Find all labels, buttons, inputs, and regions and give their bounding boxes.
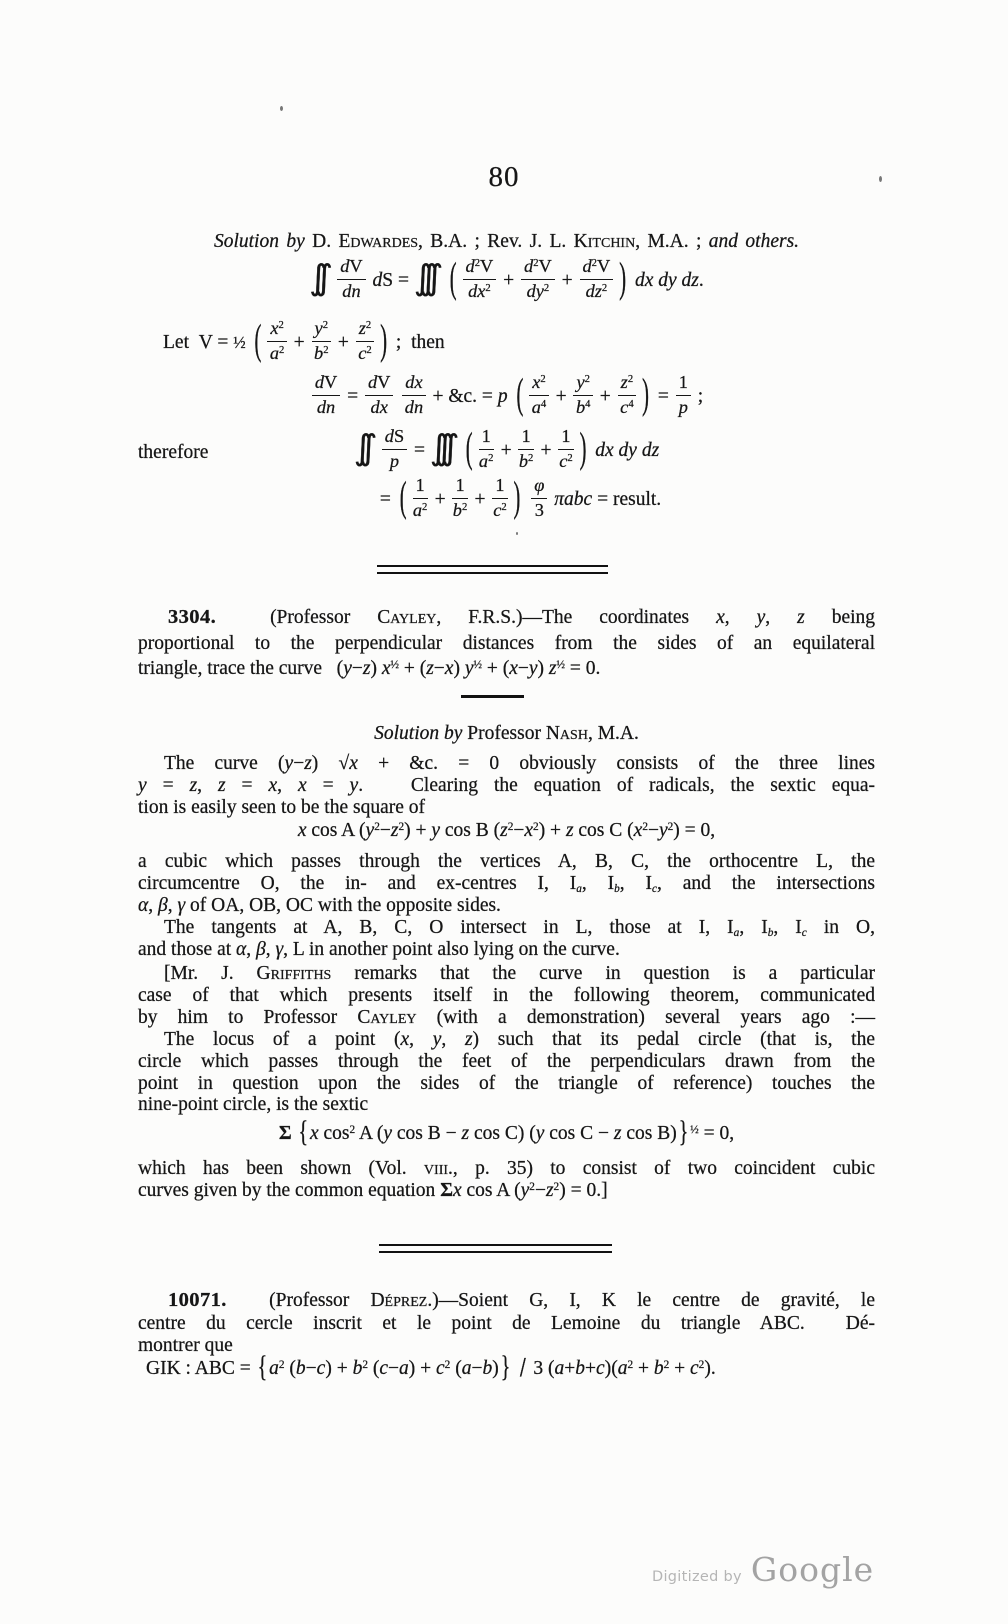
separator-short-rule [461, 695, 524, 698]
page-number: 80 [488, 161, 520, 193]
separator-double-rule [377, 565, 608, 574]
problem-10071-line: centre du cercle inscrit et le point de Lemoine du triangle ABC. Dé- [138, 1312, 875, 1334]
paragraph-line: point in question upon the sides of the triangle of reference) touches the [138, 1072, 875, 1094]
equation-gik-ratio: GIK : ABC = { $a^2$ $(b-c) + b^2$ $(c-a) + c^2$ (a−b) } / 3 $(a+b+c)(a^2 + b^2 + c^2)$. [146, 1350, 716, 1384]
equation-ds-over-p: ∫∫ $\frac{dS}{p}$ = ∫∫∫ ( $\frac{1}{a^2}$ + $\frac{1}{b^2}$ + $\frac{1}{c^2}$ ) dx dy dz [353, 426, 660, 472]
problem-3304-line: proportional to the perpendicular distances from the sides of an equilateral [138, 632, 875, 654]
paragraph-line: The tangents at A, B, C, O intersect in L, those at I, $I_a$, $I_b$, $I_c$ in O, [164, 917, 875, 940]
equation-let-potential: Let V = ½ ( $\frac{x^2}{a^2}$ + $\frac{y^2}{b^2}$ + $\frac{z^2}{c^2}$ ) ; then [163, 318, 445, 364]
solution-byline: Solution by D. Edwardes, B.A. ; Rev. J. L. Kitchin, M.A. ; and others. [213, 231, 800, 252]
equation-therefore-line [138, 428, 875, 475]
nash-paragraph-4 [138, 1029, 875, 1116]
nash-paragraph-2 [138, 917, 875, 961]
problem-10071-line: 10071. (Professor Déprez.)—Soient G, I, K le centre de gravité, le [168, 1289, 875, 1311]
paragraph-line: y = z, z = x, x = y. Clearing the equation of radicals, the sextic equa- [138, 774, 876, 796]
digitized-by-label: Digitized by [652, 1569, 742, 1585]
paragraph-line: and those at α, β, γ, L in another point also lying on the curve. [138, 938, 620, 960]
therefore-label: therefore [138, 442, 209, 463]
nash-paragraph-1-continued [138, 851, 875, 916]
nash-paragraph-5 [138, 1158, 875, 1202]
paragraph-line: circumcentre O, the in- and ex-centres I, $I_a$, $I_b$, $I_c$, and the intersections [138, 872, 875, 895]
paragraph-line: a cubic which passes through the vertices A, B, C, the orthocentre L, the [138, 851, 875, 872]
ink-speck [879, 176, 882, 182]
paragraph-line: nine-point circle, is the sextic [138, 1094, 369, 1116]
ink-speck [516, 532, 518, 535]
problem-3304-line: 3304. (Professor Cayley, F.R.S.)—The coordinates x, y, z being [168, 606, 876, 628]
paragraph-line: case of that which presents itself in the following theorem, communicated [138, 984, 875, 1006]
paragraph-line: by him to Professor Cayley (with a demonstration) several years ago :— [138, 1006, 876, 1028]
google-logo: Google [750, 1550, 875, 1589]
equation-result: = ( $\frac{1}{a^2}$ + $\frac{1}{b^2}$ + $\frac{1}{c^2}$ ) $\frac{\varphi}{3}$ πabc = result. [379, 475, 662, 521]
problem-3304-line: triangle, trace the curve (y−z) $x^{\frac{1}{2}} + (z-x) y^{\frac{1}{2}} + (x-y) z^{\frac{1}{2}} = 0$. [138, 658, 601, 679]
solution-nash-heading: Solution by Professor Nash, M.A. [374, 723, 639, 744]
equation-normal-derivative: $\frac{dV}{dn}$ = $\frac{dV}{dx}$ $\frac{dx}{dn}$ + &c. = p ( $\frac{x^2}{a^4}$ + $\frac{y^2}{b^4}$ + $\frac{z^2}{c^4}$ ) = $\frac{1}{p}$ ; [138, 374, 875, 421]
problem-10071 [138, 1289, 875, 1358]
paragraph-line: circle which passes through the feet of the perpendiculars drawn from the [138, 1050, 875, 1072]
separator-double-rule [379, 1244, 612, 1253]
problem-3304 [138, 605, 875, 682]
paragraph-line: which has been shown (Vol. viii., p. 35) to consist of two coincident cubic [138, 1158, 875, 1179]
paragraph-line: [Mr. J. Griffiths remarks that the curve in question is a particular [164, 963, 876, 984]
paragraph-line: curves given by the common equation Σx cos A $(y^2-z^2) = 0$.] [138, 1179, 608, 1201]
paragraph-line: The curve (y−z) √x + &c. = 0 obviously consists of the three lines [164, 753, 875, 774]
ink-speck [280, 106, 283, 111]
paragraph-line: The locus of a point (x, y, z) such that its pedal circle (that is, the [164, 1029, 875, 1050]
equation-cubic: x cos A $(y^2-z^2) + y$ cos B $(z^2-x^2) + z$ cos C $(x^2-y^2) = 0$, [297, 820, 716, 841]
google-watermark [652, 1550, 874, 1589]
equation-sextic: Σ { x $\cos^2 A$ (y cos B − z cos C) (y cos C − z cos B) } $^{\frac{1}{2}}$ = 0, [278, 1115, 735, 1149]
nash-paragraph-3 [138, 963, 875, 1028]
paragraph-line: α, β, γ of OA, OB, OC with the opposite sides. [138, 894, 501, 916]
equation-surface-integral: ∫∫ $\frac{dV}{dn}$ dS = ∫∫∫ ( $\frac{d^2V}{dx^2}$ + $\frac{d^2V}{dy^2}$ + $\frac{d^2V}{dz^2}$ ) dx dy dz. [309, 256, 704, 302]
problem-10071-line: montrer que [138, 1335, 233, 1356]
paragraph-line: tion is easily seen to be the square of [138, 796, 426, 818]
nash-paragraph-1 [138, 753, 875, 818]
